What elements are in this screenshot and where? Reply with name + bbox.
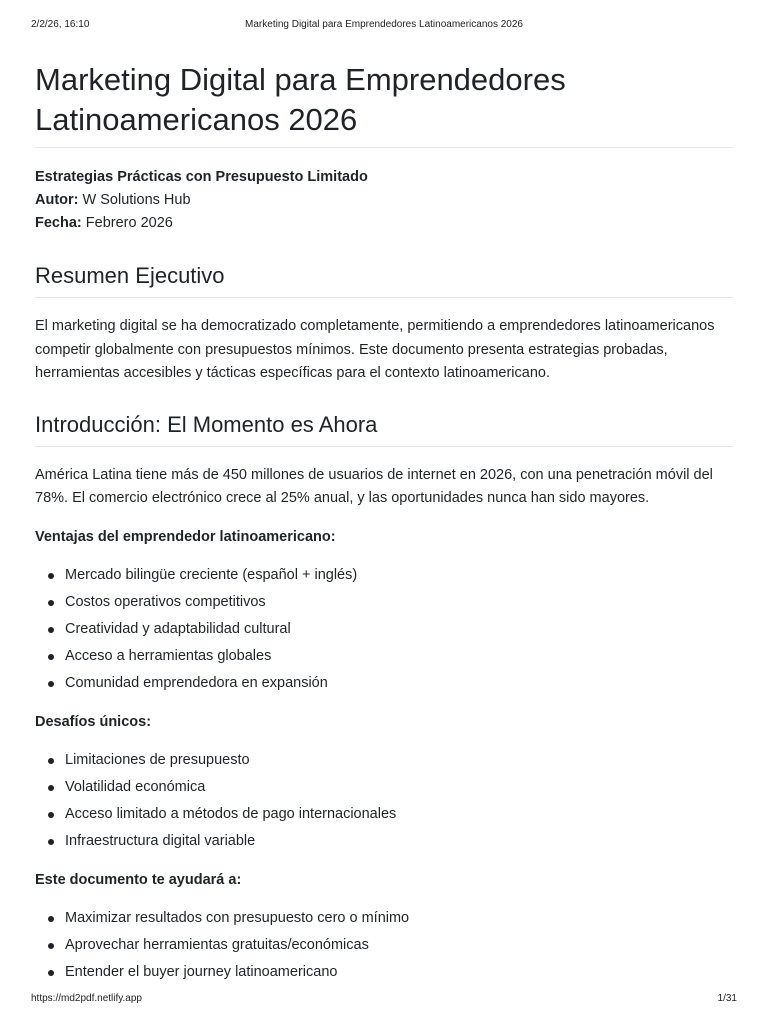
page-number: 1/31 [717,993,737,1004]
author-label: Autor: [35,192,79,208]
heading-introduccion: Introducción: El Momento es Ahora [35,410,733,447]
list-item-text: Maximizar resultados con presupuesto cero o mínimo [65,909,410,926]
print-header [0,19,768,33]
date-line [35,212,733,235]
resumen-paragraph: El marketing digital se ha democratizado completamente, permitiendo a emprendedores latinoamericanos competir globalmente con presupuestos mínimos. Este documento presenta estrategias probadas, herramientas accesibles y tácticas específicas para el contexto latinoamericano. [35,318,715,381]
list-item [65,747,733,774]
bullet-icon [48,812,54,818]
list-item [65,905,733,932]
bullet-icon [48,943,54,949]
ventajas-label: Ventajas del emprendedor latinoamericano: [35,528,336,545]
bullet-icon [48,970,54,976]
bullet-icon [48,839,54,845]
print-url: https://md2pdf.netlify.app [31,993,142,1004]
bullet-icon [48,916,54,922]
list-item-text: Comunidad emprendedora en expansión [65,674,328,691]
author-value: W Solutions Hub [82,192,191,208]
list-item [65,589,733,616]
document-meta [35,166,733,235]
ayuda-list [35,905,733,986]
intro-paragraph: América Latina tiene más de 450 millones de usuarios de internet en 2026, con una penetración móvil del 78%. El comercio electrónico crece al 25% anual, y las oportunidades nunca han sido mayores. [35,466,713,506]
list-item [65,643,733,670]
document-title: Marketing Digital para Emprendedores Latinoamericanos 2026 [35,60,733,148]
bullet-icon [48,681,54,687]
print-title: Marketing Digital para Emprendedores Latinoamericanos 2026 [245,19,523,30]
list-item-text: Acceso a herramientas globales [65,647,272,664]
ayuda-label: Este documento te ayudará a: [35,871,242,888]
list-item-text: Volatilidad económica [65,778,206,795]
document-subtitle: Estrategias Prácticas con Presupuesto Limitado [35,169,368,185]
document-content [35,60,733,986]
list-item [65,801,733,828]
bullet-icon [48,654,54,660]
date-label: Fecha: [35,215,82,231]
list-item-text: Mercado bilingüe creciente (español + inglés) [65,566,358,583]
bullet-icon [48,758,54,764]
author-line [35,189,733,212]
desafios-list [35,747,733,855]
date-value: Febrero 2026 [85,215,173,231]
desafios-label: Desafíos únicos: [35,713,152,730]
list-item-text: Aprovechar herramientas gratuitas/económicas [65,936,369,953]
list-item [65,932,733,959]
bullet-icon [48,627,54,633]
list-item-text: Infraestructura digital variable [65,832,256,849]
list-item-text: Creatividad y adaptabilidad cultural [65,620,291,637]
list-item [65,670,733,697]
bullet-icon [48,573,54,579]
list-item-text: Costos operativos competitivos [65,593,266,610]
list-item-text: Entender el buyer journey latinoamericano [65,963,338,980]
list-item [65,616,733,643]
heading-resumen-ejecutivo: Resumen Ejecutivo [35,261,733,298]
print-datetime: 2/2/26, 16:10 [31,19,90,30]
list-item [65,562,733,589]
bullet-icon [48,600,54,606]
print-footer [0,993,768,1007]
list-item-text: Acceso limitado a métodos de pago internacionales [65,805,397,822]
ventajas-list [35,562,733,697]
list-item [65,828,733,855]
list-item [65,959,733,986]
bullet-icon [48,785,54,791]
list-item [65,774,733,801]
list-item-text: Limitaciones de presupuesto [65,751,250,768]
